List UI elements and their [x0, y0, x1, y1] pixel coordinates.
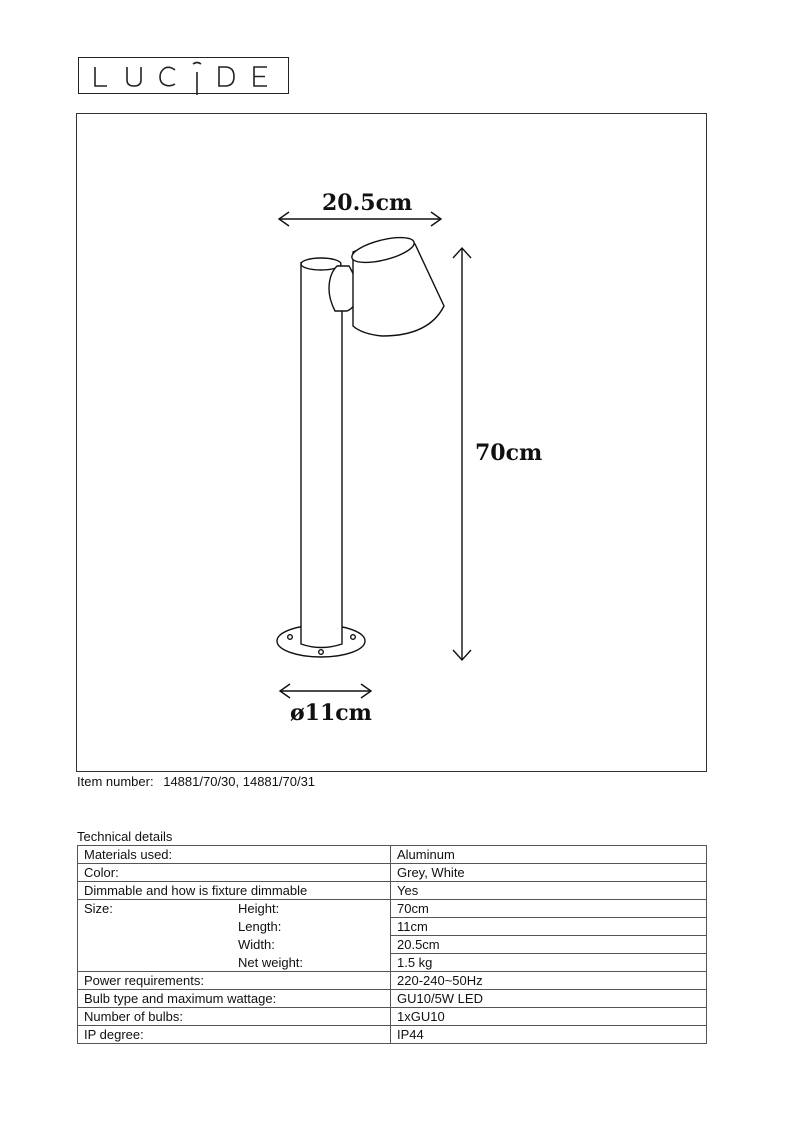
- item-number-label: Item number:: [77, 774, 154, 789]
- spec-label: IP degree:: [84, 1027, 144, 1042]
- spec-label-cell: [78, 900, 391, 918]
- spec-value: Yes: [391, 882, 707, 900]
- spec-label-cell: [78, 972, 391, 990]
- spec-value: 1.5 kg: [391, 954, 707, 972]
- lamp-illustration: [77, 114, 708, 773]
- spec-value: 220-240~50Hz: [391, 972, 707, 990]
- spec-row: [78, 936, 707, 954]
- spec-row: [78, 972, 707, 990]
- spec-sublabel: Height:: [238, 901, 280, 916]
- spec-label-cell: [78, 1026, 391, 1044]
- item-number-line: [77, 774, 315, 789]
- spec-value: 11cm: [391, 918, 707, 936]
- spec-label-cell: [78, 918, 391, 936]
- spec-label: Materials used:: [84, 847, 173, 862]
- diameter-label: ø11cm: [290, 700, 372, 726]
- spec-value: Aluminum: [391, 846, 707, 864]
- spec-row: [78, 1026, 707, 1044]
- spec-label-cell: [78, 864, 391, 882]
- spec-row: [78, 882, 707, 900]
- spec-label-cell: [78, 954, 391, 972]
- spec-value: 1xGU10: [391, 1008, 707, 1026]
- spec-value: Grey, White: [391, 864, 707, 882]
- spec-value: IP44: [391, 1026, 707, 1044]
- spec-value: 20.5cm: [391, 936, 707, 954]
- spec-label: Bulb type and maximum wattage:: [84, 991, 277, 1006]
- product-drawing: [76, 113, 707, 772]
- base-screw-front: [319, 650, 324, 655]
- height-label: 70cm: [475, 440, 543, 466]
- base-screw-right: [351, 635, 356, 640]
- spec-row: [78, 864, 707, 882]
- technical-details-title: Technical details: [77, 829, 173, 844]
- width-label: 20.5cm: [322, 190, 413, 216]
- spec-row: [78, 990, 707, 1008]
- brand-logo-graphic: [79, 58, 290, 95]
- spec-label-cell: [78, 882, 391, 900]
- spec-sublabel: Width:: [238, 936, 275, 952]
- spec-value: 70cm: [391, 900, 707, 918]
- spec-label: Power requirements:: [84, 973, 204, 988]
- pole: [301, 262, 342, 648]
- spec-label-cell: [78, 990, 391, 1008]
- spec-value: GU10/5W LED: [391, 990, 707, 1008]
- technical-details-table: [77, 845, 707, 1044]
- spec-label: Color:: [84, 865, 119, 880]
- item-number-value: 14881/70/30, 14881/70/31: [163, 774, 316, 789]
- spec-sublabel: Length:: [238, 918, 282, 934]
- spec-label-cell: [78, 1008, 391, 1026]
- spec-row: [78, 918, 707, 936]
- spec-row: [78, 954, 707, 972]
- spec-row: [78, 1008, 707, 1026]
- spec-label-cell: [78, 936, 391, 954]
- base-screw-left: [288, 635, 293, 640]
- spec-label: Number of bulbs:: [84, 1009, 183, 1024]
- brand-logo: [78, 57, 289, 94]
- spec-label-cell: [78, 846, 391, 864]
- spec-sublabel: Net weight:: [238, 954, 304, 970]
- spec-row: [78, 846, 707, 864]
- spec-row: [78, 900, 707, 918]
- spec-label: Size:: [84, 901, 113, 917]
- spec-label: Dimmable and how is fixture dimmable: [84, 883, 308, 898]
